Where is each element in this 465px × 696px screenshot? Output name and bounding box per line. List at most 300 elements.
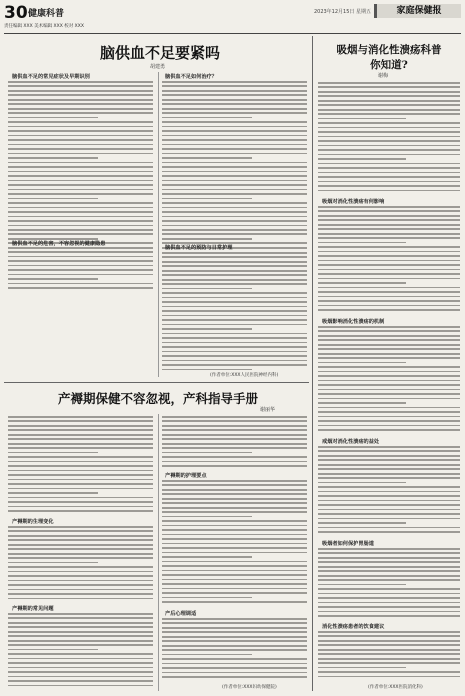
text-line bbox=[318, 95, 460, 97]
text-line bbox=[162, 319, 307, 321]
text-line bbox=[318, 393, 460, 395]
text-line bbox=[162, 676, 307, 678]
text-line bbox=[162, 346, 307, 348]
text-line bbox=[162, 434, 307, 436]
text-line bbox=[162, 579, 307, 581]
text-line bbox=[318, 640, 460, 642]
text-line bbox=[8, 202, 153, 204]
text-line bbox=[8, 644, 153, 646]
text-line bbox=[162, 627, 307, 629]
text-line bbox=[8, 566, 153, 568]
text-line bbox=[318, 136, 460, 138]
text-line bbox=[318, 566, 460, 568]
text-line bbox=[8, 658, 153, 660]
text-line bbox=[8, 434, 153, 436]
text-line bbox=[8, 589, 153, 591]
text-line bbox=[162, 493, 307, 495]
right-column-divider bbox=[312, 36, 313, 691]
text-line bbox=[8, 631, 153, 633]
text-line bbox=[8, 121, 153, 123]
text-line bbox=[318, 531, 460, 533]
text-line bbox=[8, 479, 153, 481]
text-line bbox=[8, 220, 153, 222]
text-line bbox=[8, 653, 153, 655]
bottom-subhead-1: 产褥期的生理变化 bbox=[12, 519, 54, 525]
text-line bbox=[318, 557, 460, 559]
left-article-footer: (作者单位:XXX人民医院神经内科) bbox=[210, 373, 279, 378]
text-line bbox=[318, 366, 460, 368]
text-line bbox=[8, 251, 153, 253]
text-line bbox=[8, 130, 153, 132]
column-badge bbox=[374, 4, 461, 18]
text-line bbox=[318, 491, 460, 493]
text-line bbox=[318, 357, 460, 359]
text-line bbox=[318, 579, 460, 581]
text-line bbox=[162, 592, 307, 594]
text-line bbox=[318, 185, 460, 187]
text-line bbox=[162, 315, 307, 317]
text-line bbox=[162, 443, 307, 445]
text-line bbox=[162, 622, 307, 624]
text-line bbox=[162, 456, 307, 458]
text-line bbox=[162, 672, 307, 674]
text-line bbox=[318, 459, 460, 461]
text-line bbox=[162, 561, 307, 563]
text-line bbox=[318, 561, 460, 563]
text-line bbox=[162, 306, 307, 308]
text-line bbox=[318, 305, 460, 307]
text-line bbox=[162, 570, 307, 572]
text-line bbox=[162, 502, 307, 504]
text-line bbox=[8, 452, 98, 454]
text-line bbox=[318, 278, 460, 280]
text-line bbox=[8, 207, 153, 209]
text-line bbox=[8, 189, 153, 191]
left-subhead-3: 脑供血不足如何治疗？ bbox=[165, 74, 217, 80]
text-line bbox=[318, 662, 460, 664]
text-line bbox=[162, 229, 307, 231]
text-line bbox=[162, 283, 307, 285]
text-line bbox=[162, 166, 307, 168]
text-line bbox=[8, 157, 98, 159]
text-line bbox=[162, 465, 307, 467]
text-line bbox=[162, 337, 307, 339]
editor-info: 责任编辑 XXX 美术编辑 XXX 校对 XXX bbox=[4, 24, 84, 29]
text-line bbox=[8, 148, 153, 150]
text-line bbox=[8, 622, 153, 624]
text-line bbox=[318, 353, 460, 355]
text-line bbox=[318, 411, 460, 413]
text-line bbox=[318, 513, 460, 515]
text-line bbox=[318, 407, 460, 409]
text-line bbox=[162, 636, 307, 638]
bottom-subhead-2: 产褥期的常见问题 bbox=[12, 606, 54, 612]
text-line bbox=[318, 215, 460, 217]
text-line bbox=[162, 438, 307, 440]
text-line bbox=[8, 166, 153, 168]
text-line bbox=[162, 99, 307, 101]
text-line bbox=[318, 446, 460, 448]
text-line bbox=[162, 618, 307, 620]
text-line bbox=[162, 135, 307, 137]
text-line bbox=[162, 511, 307, 513]
left-subhead-2: 脑供血不足的危害，不容忽视的健康隐患 bbox=[12, 241, 106, 247]
text-line bbox=[8, 233, 153, 235]
right-article-title-line2: 你知道? bbox=[370, 59, 408, 71]
text-line bbox=[162, 90, 307, 92]
right-text-5 bbox=[318, 548, 460, 620]
text-line bbox=[318, 486, 460, 488]
text-line bbox=[318, 375, 460, 377]
text-line bbox=[318, 287, 460, 289]
text-line bbox=[8, 162, 153, 164]
text-line bbox=[318, 167, 460, 169]
text-line bbox=[162, 117, 252, 119]
text-line bbox=[8, 680, 153, 682]
text-line bbox=[318, 224, 460, 226]
text-line bbox=[162, 498, 307, 500]
text-line bbox=[318, 615, 460, 617]
text-line bbox=[318, 296, 460, 298]
text-line bbox=[318, 671, 460, 673]
text-line bbox=[162, 333, 307, 335]
header-rule bbox=[4, 33, 461, 34]
right-subhead-2: 吸烟影响消化性溃疡的机制 bbox=[322, 319, 385, 325]
text-line bbox=[162, 640, 307, 642]
right-text-1 bbox=[318, 82, 460, 194]
text-line bbox=[162, 81, 307, 83]
text-line bbox=[162, 529, 307, 531]
text-line bbox=[318, 237, 460, 239]
text-line bbox=[162, 157, 252, 159]
bottom-article-author: 谢丽华 bbox=[260, 407, 276, 413]
left-col2-text bbox=[162, 81, 307, 251]
text-line bbox=[318, 163, 460, 165]
text-line bbox=[162, 447, 307, 449]
text-line bbox=[162, 233, 307, 235]
section-name: 健康科普 bbox=[28, 9, 65, 19]
text-line bbox=[8, 662, 153, 664]
text-line bbox=[162, 342, 307, 344]
text-line bbox=[162, 658, 307, 660]
text-line bbox=[8, 108, 153, 110]
text-line bbox=[8, 184, 153, 186]
text-line bbox=[8, 488, 153, 490]
text-line bbox=[318, 100, 460, 102]
text-line bbox=[162, 452, 252, 454]
text-line bbox=[8, 617, 153, 619]
text-line bbox=[8, 635, 153, 637]
right-article-author: 谢梅 bbox=[378, 73, 389, 79]
text-line bbox=[318, 255, 460, 257]
text-line bbox=[8, 416, 153, 418]
text-line bbox=[8, 247, 153, 249]
text-line bbox=[162, 270, 307, 272]
text-line bbox=[8, 103, 153, 105]
right-text-6 bbox=[318, 631, 460, 680]
text-line bbox=[8, 492, 98, 494]
text-line bbox=[318, 246, 460, 248]
right-subhead-4: 吸烟者如何保护胃肠道 bbox=[322, 541, 374, 547]
text-line bbox=[8, 180, 153, 182]
text-line bbox=[8, 575, 153, 577]
text-line bbox=[318, 282, 406, 284]
text-line bbox=[162, 420, 307, 422]
text-line bbox=[162, 484, 307, 486]
text-line bbox=[318, 527, 460, 529]
text-line bbox=[318, 330, 460, 332]
text-line bbox=[318, 335, 460, 337]
text-line bbox=[318, 176, 460, 178]
text-line bbox=[318, 91, 460, 93]
text-line bbox=[318, 206, 460, 208]
text-line bbox=[162, 202, 307, 204]
text-line bbox=[8, 483, 153, 485]
text-line bbox=[8, 613, 153, 615]
text-line bbox=[318, 602, 460, 604]
text-line bbox=[162, 538, 307, 540]
text-line bbox=[162, 279, 307, 281]
text-line bbox=[8, 193, 153, 195]
text-line bbox=[318, 416, 460, 418]
text-line bbox=[162, 360, 307, 362]
bottom-col2-text-b bbox=[162, 480, 307, 606]
text-line bbox=[162, 184, 307, 186]
text-line bbox=[318, 233, 460, 235]
text-line bbox=[8, 260, 153, 262]
text-line bbox=[162, 429, 307, 431]
column-title: 家庭保健报 bbox=[396, 6, 442, 16]
text-line bbox=[162, 355, 307, 357]
text-line bbox=[318, 344, 460, 346]
text-line bbox=[318, 676, 460, 678]
text-line bbox=[318, 667, 406, 669]
text-line bbox=[8, 211, 153, 213]
text-line bbox=[318, 154, 460, 156]
bottom-col1-text-c bbox=[8, 613, 153, 689]
text-line bbox=[8, 465, 153, 467]
text-line bbox=[8, 526, 153, 528]
text-line bbox=[318, 131, 460, 133]
text-line bbox=[162, 574, 307, 576]
text-line bbox=[8, 676, 153, 678]
text-line bbox=[8, 470, 153, 472]
text-line bbox=[162, 121, 307, 123]
text-line bbox=[162, 126, 307, 128]
text-line bbox=[162, 207, 307, 209]
left-col2-text-b bbox=[162, 252, 307, 373]
text-line bbox=[162, 216, 307, 218]
text-line bbox=[318, 593, 460, 595]
text-line bbox=[318, 158, 406, 160]
text-line bbox=[318, 172, 460, 174]
text-line bbox=[8, 593, 153, 595]
text-line bbox=[162, 516, 252, 518]
right-subhead-1: 吸烟对消化性溃疡有何影响 bbox=[322, 199, 385, 205]
text-line bbox=[8, 584, 153, 586]
text-line bbox=[162, 556, 252, 558]
text-line bbox=[318, 552, 460, 554]
right-subhead-3: 戒烟对消化性溃疡的益处 bbox=[322, 439, 380, 445]
left-col1-text bbox=[8, 81, 153, 292]
text-line bbox=[318, 251, 460, 253]
text-line bbox=[318, 500, 460, 502]
text-line bbox=[8, 99, 153, 101]
text-line bbox=[8, 562, 98, 564]
text-line bbox=[162, 552, 307, 554]
text-line bbox=[8, 126, 153, 128]
text-line bbox=[8, 474, 153, 476]
text-line bbox=[162, 543, 307, 545]
text-line bbox=[162, 520, 307, 522]
text-line bbox=[318, 649, 460, 651]
text-line bbox=[162, 261, 307, 263]
text-line bbox=[318, 140, 460, 142]
text-line bbox=[162, 310, 307, 312]
text-line bbox=[318, 113, 460, 115]
page-number: 30 bbox=[4, 3, 28, 23]
text-line bbox=[318, 473, 460, 475]
text-line bbox=[162, 162, 307, 164]
text-line bbox=[8, 535, 153, 537]
text-line bbox=[318, 429, 460, 431]
text-line bbox=[8, 171, 153, 173]
text-line bbox=[162, 601, 307, 603]
text-line bbox=[318, 425, 460, 427]
text-line bbox=[162, 461, 307, 463]
text-line bbox=[8, 544, 153, 546]
text-line bbox=[162, 597, 252, 599]
text-line bbox=[318, 402, 406, 404]
page-header bbox=[4, 3, 461, 31]
bottom-col2-text-c bbox=[162, 618, 307, 681]
text-line bbox=[8, 139, 153, 141]
text-line bbox=[8, 598, 153, 600]
text-line bbox=[8, 144, 153, 146]
text-line bbox=[162, 256, 307, 258]
text-line bbox=[318, 644, 460, 646]
right-subhead-5: 消化性溃疡患者的饮食建议 bbox=[322, 624, 385, 630]
bottom-subhead-3: 产褥期的护理要点 bbox=[165, 473, 207, 479]
text-line bbox=[318, 635, 460, 637]
text-line bbox=[8, 447, 153, 449]
text-line bbox=[162, 144, 307, 146]
section-rule bbox=[4, 382, 309, 383]
text-line bbox=[8, 443, 153, 445]
text-line bbox=[162, 139, 307, 141]
text-line bbox=[162, 645, 307, 647]
text-line bbox=[8, 81, 153, 83]
left-article-title: 脑供血不足要紧吗 bbox=[99, 44, 220, 62]
text-line bbox=[162, 364, 307, 366]
text-line bbox=[8, 265, 153, 267]
text-line bbox=[318, 584, 406, 586]
text-line bbox=[8, 94, 153, 96]
text-line bbox=[162, 631, 307, 633]
text-line bbox=[318, 658, 460, 660]
text-line bbox=[8, 640, 153, 642]
bottom-article-footer: (作者单位:XXX妇幼保健院) bbox=[222, 685, 277, 690]
text-line bbox=[162, 425, 307, 427]
text-line bbox=[318, 82, 460, 84]
text-line bbox=[162, 649, 307, 651]
text-line bbox=[318, 631, 460, 633]
text-line bbox=[8, 283, 153, 285]
text-line bbox=[8, 438, 153, 440]
text-line bbox=[8, 553, 153, 555]
left-subhead-4: 脑供血不足的预防与日常护理 bbox=[165, 245, 233, 251]
bottom-article-title: 产褥期保健不容忽视，产科指导手册 bbox=[57, 391, 258, 406]
text-line bbox=[162, 103, 307, 105]
text-line bbox=[318, 300, 460, 302]
text-line bbox=[318, 468, 460, 470]
text-line bbox=[8, 225, 153, 227]
text-line bbox=[8, 530, 153, 532]
text-line bbox=[8, 117, 98, 119]
text-line bbox=[162, 324, 307, 326]
text-line bbox=[318, 122, 460, 124]
text-line bbox=[318, 181, 460, 183]
bottom-subhead-4: 产后心理调适 bbox=[165, 611, 197, 617]
text-line bbox=[162, 225, 307, 227]
right-text-3 bbox=[318, 326, 460, 434]
text-line bbox=[162, 180, 307, 182]
text-line bbox=[162, 534, 307, 536]
text-line bbox=[318, 309, 460, 311]
text-line bbox=[162, 288, 252, 290]
text-line bbox=[162, 565, 307, 567]
text-line bbox=[8, 626, 153, 628]
text-line bbox=[318, 339, 460, 341]
text-line bbox=[318, 570, 460, 572]
text-line bbox=[318, 482, 406, 484]
text-line bbox=[8, 548, 153, 550]
text-line bbox=[8, 278, 98, 280]
text-line bbox=[162, 130, 307, 132]
text-line bbox=[162, 112, 307, 114]
text-line bbox=[162, 328, 252, 330]
text-line bbox=[318, 518, 460, 520]
text-line bbox=[8, 269, 153, 271]
text-line bbox=[318, 242, 406, 244]
text-line bbox=[318, 495, 460, 497]
text-line bbox=[162, 211, 307, 213]
text-line bbox=[318, 380, 460, 382]
text-line bbox=[162, 175, 307, 177]
text-line bbox=[8, 216, 153, 218]
text-line bbox=[8, 274, 153, 276]
text-line bbox=[8, 571, 153, 573]
text-line bbox=[318, 455, 460, 457]
text-line bbox=[318, 398, 460, 400]
issue-date: 2023年12月15日 星期五 bbox=[313, 9, 371, 15]
text-line bbox=[8, 429, 153, 431]
text-line bbox=[8, 287, 153, 289]
text-line bbox=[162, 583, 307, 585]
text-line bbox=[162, 667, 307, 669]
text-line bbox=[318, 371, 460, 373]
text-line bbox=[318, 228, 460, 230]
text-line bbox=[8, 667, 153, 669]
text-line bbox=[162, 547, 307, 549]
text-line bbox=[162, 351, 307, 353]
text-line bbox=[318, 504, 460, 506]
text-line bbox=[318, 210, 460, 212]
text-line bbox=[318, 149, 460, 151]
text-line bbox=[318, 477, 460, 479]
text-line bbox=[8, 198, 98, 200]
text-line bbox=[318, 86, 460, 88]
